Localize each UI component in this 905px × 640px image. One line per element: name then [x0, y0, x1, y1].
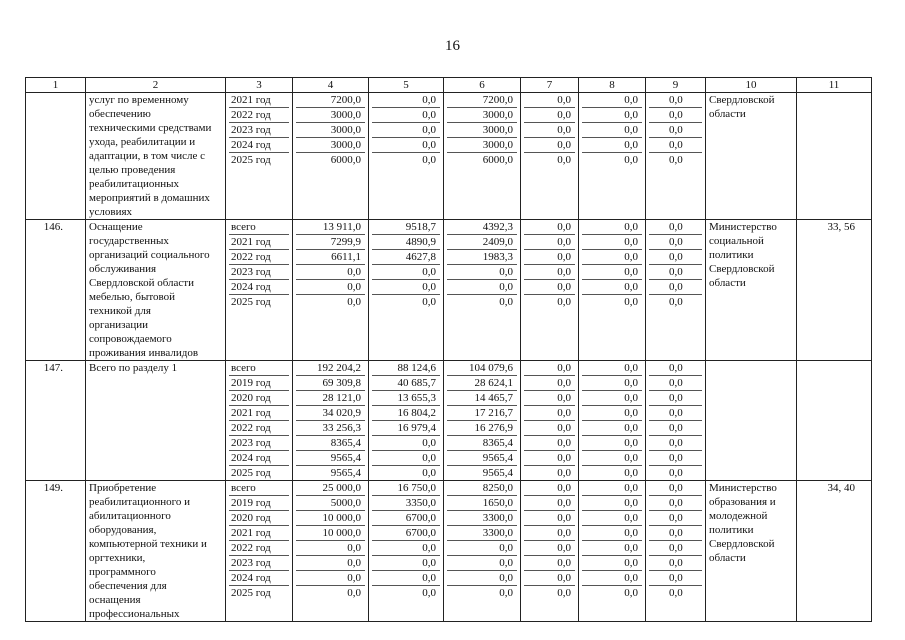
federal-cell-value: 6700,0 — [372, 511, 440, 526]
other-cell-value: 0,0 — [649, 108, 702, 123]
total-cell-value: 0,0 — [296, 556, 365, 571]
municipal-cell-value: 0,0 — [524, 361, 575, 376]
column-number-5: 5 — [369, 78, 444, 93]
year-cell-value: 2025 год — [231, 587, 271, 599]
org-line: Министерство — [709, 221, 777, 233]
event-description — [86, 220, 226, 361]
year-cell-value: 2022 год — [229, 250, 289, 265]
total-cell-value: 3000,0 — [296, 123, 365, 138]
municipal-cell-value: 0,0 — [524, 376, 575, 391]
description-line: мебелью, бытовой — [89, 291, 176, 303]
regional-cell-value: 4392,3 — [447, 220, 517, 235]
municipal-cell-value: 0,0 — [524, 250, 575, 265]
regional-cell-value: 17 216,7 — [447, 406, 517, 421]
other-cell-value: 0,0 — [649, 436, 702, 451]
year-cell-value: 2019 год — [229, 376, 289, 391]
extrabudget-cell-value: 0,0 — [582, 138, 642, 153]
regional-cell-value: 3300,0 — [447, 526, 517, 541]
total-cell-value: 6000,0 — [330, 154, 361, 166]
total-cell-value: 0,0 — [296, 280, 365, 295]
year-cell — [226, 361, 293, 481]
municipal-cell-value: 0,0 — [524, 526, 575, 541]
federal-cell-value: 0,0 — [372, 138, 440, 153]
year-cell-value: 2020 год — [229, 511, 289, 526]
year-cell — [226, 93, 293, 220]
year-cell-value: 2023 год — [229, 436, 289, 451]
column-number-4: 4 — [293, 78, 369, 93]
other-cell-value: 0,0 — [669, 467, 683, 479]
target-indicators — [797, 93, 872, 220]
event-description — [86, 361, 226, 481]
total-cell-value: 28 121,0 — [296, 391, 365, 406]
total-cell-value: 69 309,8 — [296, 376, 365, 391]
total-cell-value: 10 000,0 — [296, 511, 365, 526]
extrabudget-cell-value: 0,0 — [582, 526, 642, 541]
year-cell-value: 2024 год — [229, 138, 289, 153]
column-number-1: 1 — [26, 78, 86, 93]
municipal-cell-value: 0,0 — [557, 467, 571, 479]
total-cell — [293, 361, 369, 481]
other-cell-value: 0,0 — [649, 571, 702, 586]
regional-cell-value: 9565,4 — [482, 467, 513, 479]
municipal-cell-value: 0,0 — [524, 571, 575, 586]
regional-cell-value: 7200,0 — [447, 93, 517, 108]
federal-cell-value: 0,0 — [422, 296, 436, 308]
year-cell-value: 2023 год — [229, 556, 289, 571]
federal-cell-value: 0,0 — [372, 436, 440, 451]
table-row — [26, 361, 872, 481]
other-cell-value: 0,0 — [649, 481, 702, 496]
federal-cell-value: 0,0 — [422, 154, 436, 166]
municipal-cell — [521, 220, 579, 361]
federal-cell-value: 4890,9 — [372, 235, 440, 250]
description-line: организации — [89, 319, 149, 331]
other-cell-value: 0,0 — [649, 93, 702, 108]
extrabudget-cell-value: 0,0 — [624, 467, 638, 479]
total-cell-value: 10 000,0 — [296, 526, 365, 541]
other-cell — [646, 220, 706, 361]
column-number-7: 7 — [521, 78, 579, 93]
extrabudget-cell — [579, 361, 646, 481]
year-cell-value: 2021 год — [229, 93, 289, 108]
regional-cell-value: 3000,0 — [447, 108, 517, 123]
other-cell-value: 0,0 — [649, 361, 702, 376]
federal-cell-value: 40 685,7 — [372, 376, 440, 391]
other-cell — [646, 361, 706, 481]
year-cell-value: 2021 год — [229, 406, 289, 421]
year-cell-value: 2021 год — [229, 235, 289, 250]
description-line: условиях — [89, 206, 133, 218]
extrabudget-cell-value: 0,0 — [582, 496, 642, 511]
description-line: адаптации, в том числе с — [89, 150, 205, 162]
total-cell-value: 6611,1 — [296, 250, 365, 265]
federal-cell-value: 0,0 — [372, 541, 440, 556]
municipal-cell-value: 0,0 — [524, 93, 575, 108]
description-line: ухода, реабилитации и — [89, 136, 196, 148]
page-number: 16 — [445, 38, 460, 54]
org-line: образования и — [709, 496, 776, 508]
total-cell-value: 8365,4 — [296, 436, 365, 451]
total-cell-value: 9565,4 — [296, 451, 365, 466]
total-cell — [293, 93, 369, 220]
extrabudget-cell-value: 0,0 — [582, 391, 642, 406]
year-cell-value: 2022 год — [229, 108, 289, 123]
year-cell-value: 2025 год — [231, 467, 271, 479]
other-cell-value: 0,0 — [669, 587, 683, 599]
extrabudget-cell-value: 0,0 — [624, 587, 638, 599]
description-line: абилитационного — [89, 510, 171, 522]
description-line: компьютерной техники и — [89, 538, 207, 550]
other-cell-value: 0,0 — [669, 296, 683, 308]
year-cell-value: 2025 год — [231, 154, 271, 166]
extrabudget-cell-value: 0,0 — [582, 571, 642, 586]
extrabudget-cell-value: 0,0 — [582, 376, 642, 391]
row-number — [26, 93, 86, 220]
extrabudget-cell — [579, 93, 646, 220]
column-number-8: 8 — [579, 78, 646, 93]
year-cell-value: всего — [229, 361, 289, 376]
federal-cell-value: 0,0 — [372, 556, 440, 571]
description-line: Свердловской области — [89, 277, 194, 289]
total-cell-value: 7200,0 — [296, 93, 365, 108]
extrabudget-cell-value: 0,0 — [582, 220, 642, 235]
program-table — [25, 77, 872, 622]
description-line: мероприятий в домашних — [89, 192, 210, 204]
municipal-cell — [521, 481, 579, 622]
row-number: 147. — [26, 361, 86, 481]
description-line: реабилитационного и — [89, 496, 191, 508]
extrabudget-cell-value: 0,0 — [582, 541, 642, 556]
other-cell-value: 0,0 — [649, 235, 702, 250]
extrabudget-cell-value: 0,0 — [582, 361, 642, 376]
extrabudget-cell-value: 0,0 — [582, 265, 642, 280]
extrabudget-cell-value: 0,0 — [582, 556, 642, 571]
year-cell-value: 2020 год — [229, 391, 289, 406]
extrabudget-cell-value: 0,0 — [582, 108, 642, 123]
table-row — [26, 220, 872, 361]
extrabudget-cell — [579, 220, 646, 361]
municipal-cell-value: 0,0 — [524, 406, 575, 421]
other-cell-value: 0,0 — [649, 265, 702, 280]
other-cell-value: 0,0 — [649, 376, 702, 391]
other-cell-value: 0,0 — [649, 451, 702, 466]
year-cell-value: 2019 год — [229, 496, 289, 511]
other-cell-value: 0,0 — [649, 526, 702, 541]
org-line: Свердловской — [709, 94, 775, 106]
extrabudget-cell-value: 0,0 — [582, 280, 642, 295]
municipal-cell-value: 0,0 — [524, 138, 575, 153]
municipal-cell-value: 0,0 — [524, 108, 575, 123]
responsible-org — [706, 220, 797, 361]
target-indicators: 33, 56 — [797, 220, 872, 361]
table-row — [26, 93, 872, 220]
row-number: 146. — [26, 220, 86, 361]
municipal-cell-value: 0,0 — [557, 154, 571, 166]
year-cell-value: 2024 год — [229, 280, 289, 295]
other-cell-value: 0,0 — [649, 391, 702, 406]
extrabudget-cell-value: 0,0 — [582, 250, 642, 265]
year-cell — [226, 220, 293, 361]
total-cell-value: 25 000,0 — [296, 481, 365, 496]
federal-cell-value: 0,0 — [372, 265, 440, 280]
column-number-9: 9 — [646, 78, 706, 93]
other-cell-value: 0,0 — [649, 220, 702, 235]
other-cell-value: 0,0 — [649, 421, 702, 436]
extrabudget-cell-value: 0,0 — [582, 406, 642, 421]
federal-cell-value: 0,0 — [372, 93, 440, 108]
total-cell-value: 33 256,3 — [296, 421, 365, 436]
description-line: обеспечения для — [89, 580, 167, 592]
regional-cell-value: 0,0 — [447, 571, 517, 586]
total-cell-value: 3000,0 — [296, 108, 365, 123]
target-indicators — [797, 361, 872, 481]
year-cell-value: 2025 год — [231, 296, 271, 308]
federal-cell — [369, 93, 444, 220]
federal-cell-value: 0,0 — [422, 467, 436, 479]
description-line: услуг по временному — [89, 94, 189, 106]
description-line: сопровождаемого — [89, 333, 172, 345]
header-row — [26, 78, 872, 93]
federal-cell-value: 16 804,2 — [372, 406, 440, 421]
description-line: обеспечению — [89, 108, 151, 120]
org-line: Свердловской — [709, 263, 775, 275]
description-line: Оснащение — [89, 221, 143, 233]
other-cell-value: 0,0 — [649, 406, 702, 421]
description-line: реабилитационных — [89, 178, 180, 190]
regional-cell-value: 6000,0 — [482, 154, 513, 166]
municipal-cell-value: 0,0 — [524, 451, 575, 466]
description-line: организаций социального — [89, 249, 210, 261]
regional-cell-value: 3000,0 — [447, 123, 517, 138]
municipal-cell-value: 0,0 — [524, 556, 575, 571]
total-cell-value: 0,0 — [296, 541, 365, 556]
year-cell-value: 2023 год — [229, 123, 289, 138]
regional-cell-value: 8365,4 — [447, 436, 517, 451]
regional-cell — [444, 361, 521, 481]
description-line: техническими средствами — [89, 122, 212, 134]
year-cell-value: 2024 год — [229, 571, 289, 586]
extrabudget-cell-value: 0,0 — [582, 93, 642, 108]
year-cell-value: 2021 год — [229, 526, 289, 541]
total-cell-value: 34 020,9 — [296, 406, 365, 421]
regional-cell-value: 9565,4 — [447, 451, 517, 466]
org-line: социальной — [709, 235, 764, 247]
year-cell-value: 2023 год — [229, 265, 289, 280]
regional-cell-value: 104 079,6 — [447, 361, 517, 376]
regional-cell-value: 3000,0 — [447, 138, 517, 153]
responsible-org — [706, 361, 797, 481]
description-line: оргтехники, — [89, 552, 146, 564]
municipal-cell-value: 0,0 — [524, 511, 575, 526]
description-line: обслуживания — [89, 263, 157, 275]
target-indicators: 34, 40 — [797, 481, 872, 622]
municipal-cell-value: 0,0 — [524, 220, 575, 235]
event-description — [86, 481, 226, 622]
year-cell-value: 2022 год — [229, 421, 289, 436]
federal-cell-value: 0,0 — [372, 451, 440, 466]
regional-cell-value: 3300,0 — [447, 511, 517, 526]
regional-cell-value: 16 276,9 — [447, 421, 517, 436]
total-cell-value: 0,0 — [296, 571, 365, 586]
municipal-cell-value: 0,0 — [524, 235, 575, 250]
municipal-cell-value: 0,0 — [557, 296, 571, 308]
federal-cell-value: 0,0 — [372, 280, 440, 295]
description-line: программного — [89, 566, 156, 578]
federal-cell-value: 6700,0 — [372, 526, 440, 541]
other-cell-value: 0,0 — [649, 541, 702, 556]
org-line: политики — [709, 524, 754, 536]
other-cell-value: 0,0 — [649, 123, 702, 138]
federal-cell — [369, 361, 444, 481]
federal-cell-value: 9518,7 — [372, 220, 440, 235]
federal-cell-value: 0,0 — [372, 571, 440, 586]
description-line: проживания инвалидов — [89, 347, 199, 359]
year-cell-value: всего — [229, 481, 289, 496]
org-line: молодежной — [709, 510, 768, 522]
table-row — [26, 481, 872, 622]
municipal-cell — [521, 361, 579, 481]
other-cell-value: 0,0 — [649, 138, 702, 153]
municipal-cell-value: 0,0 — [524, 123, 575, 138]
municipal-cell-value: 0,0 — [524, 391, 575, 406]
total-cell-value: 5000,0 — [296, 496, 365, 511]
other-cell-value: 0,0 — [649, 250, 702, 265]
org-line: области — [709, 277, 746, 289]
extrabudget-cell-value: 0,0 — [582, 235, 642, 250]
extrabudget-cell-value: 0,0 — [582, 436, 642, 451]
total-cell-value: 0,0 — [347, 296, 361, 308]
municipal-cell-value: 0,0 — [524, 481, 575, 496]
total-cell-value: 7299,9 — [296, 235, 365, 250]
total-cell — [293, 220, 369, 361]
federal-cell-value: 16 750,0 — [372, 481, 440, 496]
extrabudget-cell-value: 0,0 — [582, 123, 642, 138]
municipal-cell-value: 0,0 — [557, 587, 571, 599]
total-cell-value: 0,0 — [296, 265, 365, 280]
other-cell-value: 0,0 — [649, 496, 702, 511]
other-cell-value: 0,0 — [649, 511, 702, 526]
regional-cell — [444, 481, 521, 622]
federal-cell-value: 88 124,6 — [372, 361, 440, 376]
regional-cell-value: 8250,0 — [447, 481, 517, 496]
org-line: области — [709, 108, 746, 120]
federal-cell-value: 3350,0 — [372, 496, 440, 511]
extrabudget-cell-value: 0,0 — [624, 296, 638, 308]
regional-cell — [444, 220, 521, 361]
year-cell-value: 2024 год — [229, 451, 289, 466]
regional-cell — [444, 93, 521, 220]
extrabudget-cell-value: 0,0 — [624, 154, 638, 166]
municipal-cell-value: 0,0 — [524, 265, 575, 280]
description-line: профессиональных — [89, 608, 180, 620]
description-line: целью проведения — [89, 164, 176, 176]
regional-cell-value: 0,0 — [447, 265, 517, 280]
event-description — [86, 93, 226, 220]
regional-cell-value: 14 465,7 — [447, 391, 517, 406]
extrabudget-cell-value: 0,0 — [582, 421, 642, 436]
other-cell-value: 0,0 — [649, 280, 702, 295]
regional-cell-value: 0,0 — [447, 280, 517, 295]
federal-cell-value: 0,0 — [372, 123, 440, 138]
total-cell-value: 13 911,0 — [296, 220, 365, 235]
description-line: оборудования, — [89, 524, 157, 536]
regional-cell-value: 1650,0 — [447, 496, 517, 511]
total-cell-value: 3000,0 — [296, 138, 365, 153]
column-number-11: 11 — [797, 78, 872, 93]
column-number-10: 10 — [706, 78, 797, 93]
description-line: Всего по разделу 1 — [89, 362, 178, 374]
other-cell — [646, 93, 706, 220]
org-line: Министерство — [709, 482, 777, 494]
extrabudget-cell-value: 0,0 — [582, 481, 642, 496]
org-line: области — [709, 552, 746, 564]
municipal-cell-value: 0,0 — [524, 280, 575, 295]
municipal-cell-value: 0,0 — [524, 436, 575, 451]
regional-cell-value: 0,0 — [447, 556, 517, 571]
year-cell-value: 2022 год — [229, 541, 289, 556]
extrabudget-cell-value: 0,0 — [582, 511, 642, 526]
column-number-2: 2 — [86, 78, 226, 93]
other-cell-value: 0,0 — [649, 556, 702, 571]
extrabudget-cell-value: 0,0 — [582, 451, 642, 466]
municipal-cell-value: 0,0 — [524, 496, 575, 511]
municipal-cell-value: 0,0 — [524, 541, 575, 556]
total-cell-value: 9565,4 — [330, 467, 361, 479]
row-number: 149. — [26, 481, 86, 622]
regional-cell-value: 28 624,1 — [447, 376, 517, 391]
description-line: оснащения — [89, 594, 141, 606]
federal-cell-value: 0,0 — [422, 587, 436, 599]
description-line: Приобретение — [89, 482, 157, 494]
org-line: Свердловской — [709, 538, 775, 550]
other-cell-value: 0,0 — [669, 154, 683, 166]
regional-cell-value: 0,0 — [447, 541, 517, 556]
regional-cell-value: 2409,0 — [447, 235, 517, 250]
year-cell — [226, 481, 293, 622]
regional-cell-value: 0,0 — [499, 587, 513, 599]
federal-cell-value: 16 979,4 — [372, 421, 440, 436]
municipal-cell — [521, 93, 579, 220]
responsible-org — [706, 93, 797, 220]
federal-cell-value: 0,0 — [372, 108, 440, 123]
federal-cell-value: 13 655,3 — [372, 391, 440, 406]
column-number-6: 6 — [444, 78, 521, 93]
total-cell-value: 0,0 — [347, 587, 361, 599]
org-line: политики — [709, 249, 754, 261]
federal-cell — [369, 481, 444, 622]
total-cell — [293, 481, 369, 622]
regional-cell-value: 1983,3 — [447, 250, 517, 265]
year-cell-value: всего — [229, 220, 289, 235]
responsible-org — [706, 481, 797, 622]
federal-cell — [369, 220, 444, 361]
other-cell — [646, 481, 706, 622]
column-number-3: 3 — [226, 78, 293, 93]
municipal-cell-value: 0,0 — [524, 421, 575, 436]
regional-cell-value: 0,0 — [499, 296, 513, 308]
federal-cell-value: 4627,8 — [372, 250, 440, 265]
extrabudget-cell — [579, 481, 646, 622]
description-line: техникой для — [89, 305, 151, 317]
total-cell-value: 192 204,2 — [296, 361, 365, 376]
description-line: государственных — [89, 235, 169, 247]
